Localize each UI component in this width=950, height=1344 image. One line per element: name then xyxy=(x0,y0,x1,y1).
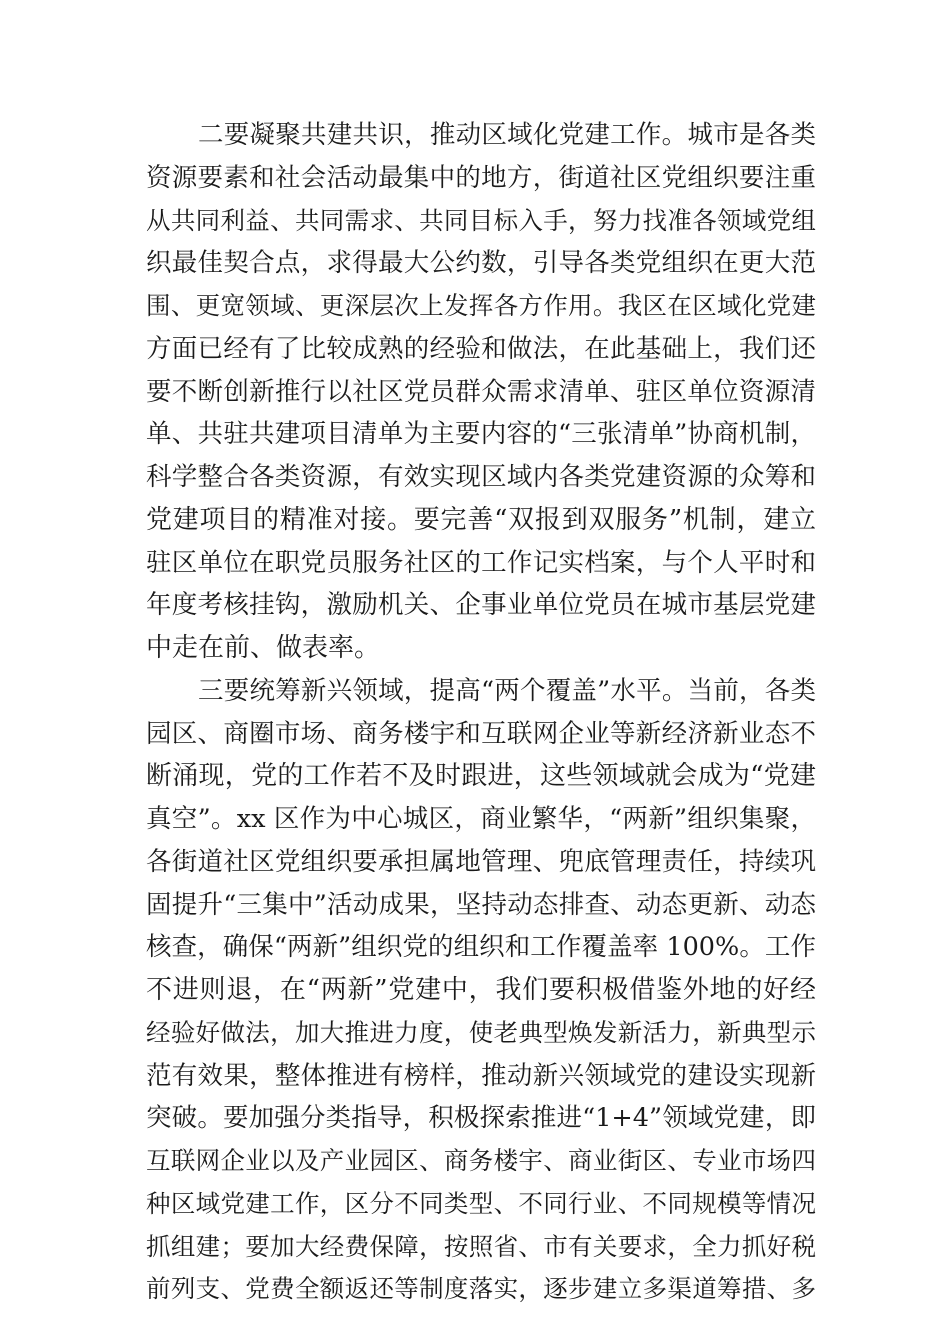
text-line: 三要统筹新兴领域，提高“两个覆盖”水平。当前，各类 xyxy=(198,675,816,706)
text-line: 互联网企业以及产业园区、商务楼宇、商业街区、专业市场四 xyxy=(146,1146,816,1175)
text-line: 党建项目的精准对接。要完善“双报到双服务”机制，建立 xyxy=(146,504,816,535)
text-line: 织最佳契合点，求得最大公约数，引导各类党组织在更大范 xyxy=(146,248,816,279)
text-line: 前列支、党费全额返还等制度落实，逐步建立多渠道筹措、多 xyxy=(146,1274,816,1304)
text-line: 经验好做法，加大推进力度，使老典型焕发新活力，新典型示 xyxy=(146,1017,816,1047)
text-line: 种区域党建工作，区分不同类型、不同行业、不同规模等情况 xyxy=(146,1188,816,1218)
text-line: 各街道社区党组织要承担属地管理、兜底管理责任，持续巩 xyxy=(146,846,816,877)
document-body xyxy=(146,114,816,1311)
text-line: 范有效果，整体推进有榜样，推动新兴领域党的建设实现新 xyxy=(146,1060,816,1091)
text-line: 抓组建；要加大经费保障，按照省、市有关要求，全力抓好税 xyxy=(146,1231,816,1261)
text-line: 不进则退，在“两新”党建中，我们要积极借鉴外地的好经 xyxy=(146,975,816,1005)
text-line: 从共同利益、共同需求、共同目标入手，努力找准各领域党组 xyxy=(146,205,816,235)
text-line: 断涌现，党的工作若不及时跟进，这些领域就会成为“党建 xyxy=(146,761,816,792)
text-line: 要不断创新推行以社区党员群众需求清单、驻区单位资源清 xyxy=(146,376,816,407)
text-line: 围、更宽领域、更深层次上发挥各方作用。我区在区域化党建 xyxy=(146,291,816,320)
text-line: 科学整合各类资源，有效实现区域内各类党建资源的众筹和 xyxy=(146,462,816,492)
text-line: 突破。要加强分类指导，积极探索推进“1+4”领域党建，即 xyxy=(146,1103,816,1134)
paragraph-new-fields-coverage xyxy=(146,670,816,1311)
text-line: 单、共驻共建项目清单为主要内容的“三张清单”协商机制， xyxy=(146,419,816,450)
text-line: 方面已经有了比较成熟的经验和做法，在此基础上，我们还 xyxy=(146,333,816,364)
text-line: 年度考核挂钩，激励机关、企事业单位党员在城市基层党建 xyxy=(146,590,816,621)
text-line: 固提升“三集中”活动成果，坚持动态排查、动态更新、动态 xyxy=(146,889,816,920)
text-line: 真空”。xx 区作为中心城区，商业繁华，“两新”组织集聚， xyxy=(146,804,816,834)
text-line: 园区、商圈市场、商务楼宇和互联网企业等新经济新业态不 xyxy=(146,718,816,749)
text-line: 资源要素和社会活动最集中的地方，街道社区党组织要注重 xyxy=(146,162,816,193)
text-line: 核查，确保“两新”组织党的组织和工作覆盖率 100%。工作 xyxy=(146,932,816,963)
text-line: 中走在前、做表率。 xyxy=(146,633,381,663)
text-line: 二要凝聚共建共识，推动区域化党建工作。城市是各类 xyxy=(198,120,816,150)
paragraph-regional-party-building xyxy=(146,114,816,670)
text-line: 驻区单位在职党员服务社区的工作记实档案，与个人平时和 xyxy=(146,547,816,578)
